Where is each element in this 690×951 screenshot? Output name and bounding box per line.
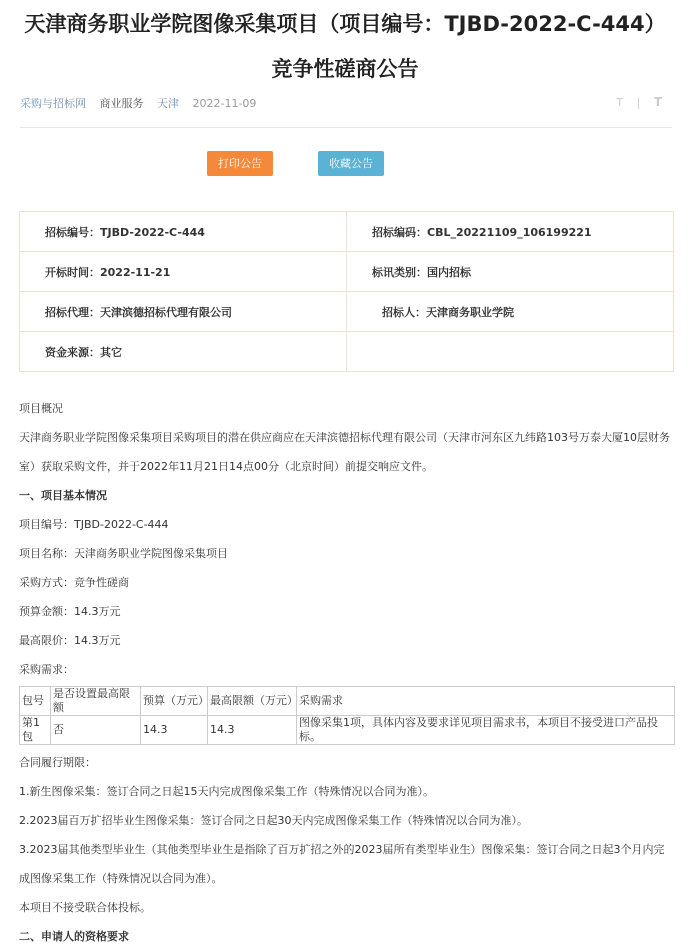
table-header-row (20, 687, 675, 716)
table-cell: 否 (51, 716, 141, 745)
period-item-1: 1.新生图像采集：签订合同之日起15天内完成图像采集工作（特殊情况以合同为准）。 (19, 785, 434, 798)
font-small-button[interactable]: T (616, 96, 624, 109)
table-cell: 14.3 (141, 716, 208, 745)
period-item-2: 2.2023届百万扩招毕业生图像采集：签订合同之日起30天内完成图像采集工作（特殊情况以合同为准）。 (19, 814, 528, 827)
font-separator: | (636, 96, 641, 109)
header-cell: 预算（万元） (141, 687, 208, 716)
requirement-label: 采购需求： (19, 663, 74, 676)
section-heading-1: 一、项目基本情况 (19, 489, 107, 502)
overview-heading: 项目概况 (19, 402, 63, 415)
procurement-method: 采购方式：竞争性磋商 (19, 576, 129, 589)
empty-cell (347, 332, 674, 372)
overview-text: 天津商务职业学院图像采集项目采购项目的潜在供应商应在天津滨德招标代理有限公司（天津市河东区九纬路103号万泰大厦10层财务室）获取采购文件，并于2022年11月21日14点00分（北京时间）前提交响应文件。 (19, 431, 670, 473)
bid-no-cell: 招标编号：TJBD-2022-C-444 (20, 212, 347, 252)
article-meta (20, 95, 672, 111)
bid-info-table (19, 211, 674, 372)
header-cell: 最高限额（万元） (208, 687, 297, 716)
agent-cell: 招标代理：天津滨德招标代理有限公司 (20, 292, 347, 332)
header-cell: 采购需求 (297, 687, 675, 716)
font-size-switcher (616, 95, 662, 109)
table-cell: 图像采集1项，具体内容及要求详见项目需求书，本项目不接受进口产品投标。 (297, 716, 675, 745)
section-heading-2: 二、申请人的资格要求 (19, 930, 129, 943)
announcement-body (19, 394, 674, 951)
print-button[interactable]: 打印公告 (207, 151, 273, 176)
project-name: 项目名称：天津商务职业学院图像采集项目 (19, 547, 228, 560)
publish-date: 2022-11-09 (192, 97, 257, 110)
page-title: 天津商务职业学院图像采集项目（项目编号：TJBD-2022-C-444）竞争性磋商公告 (24, 12, 666, 81)
type-cell: 标讯类别：国内招标 (347, 252, 674, 292)
bid-code-cell: 招标编码：CBL_20221109_106199221 (347, 212, 674, 252)
table-cell: 第1包 (20, 716, 51, 745)
max-price: 最高限价：14.3万元 (19, 634, 121, 647)
favorite-button[interactable]: 收藏公告 (318, 151, 384, 176)
requirement-table (19, 686, 675, 745)
period-label: 合同履行期限： (19, 756, 96, 769)
table-cell: 14.3 (208, 716, 297, 745)
font-large-button[interactable]: T (653, 95, 662, 109)
city-link[interactable]: 天津 (157, 97, 179, 110)
project-no: 项目编号：TJBD-2022-C-444 (19, 518, 169, 531)
header-cell: 包号 (20, 687, 51, 716)
period-item-3: 3.2023届其他类型毕业生（其他类型毕业生是指除了百万扩招之外的2023届所有类型毕业生）图像采集：签订合同之日起3个月内完成图像采集工作（特殊情况以合同为准）。 (19, 843, 665, 885)
fund-cell: 资金来源：其它 (20, 332, 347, 372)
header-cell: 是否设置最高限额 (51, 687, 141, 716)
budget-amount: 预算金额：14.3万元 (19, 605, 121, 618)
no-consortium-note: 本项目不接受联合体投标。 (19, 901, 151, 914)
tenderer-cell: 招标人：天津商务职业学院 (347, 292, 674, 332)
table-row (20, 716, 675, 745)
open-time-cell: 开标时间：2022-11-21 (20, 252, 347, 292)
source-link[interactable]: 采购与招标网 (20, 97, 86, 110)
divider (20, 127, 672, 128)
category-label: 商业服务 (99, 97, 144, 110)
